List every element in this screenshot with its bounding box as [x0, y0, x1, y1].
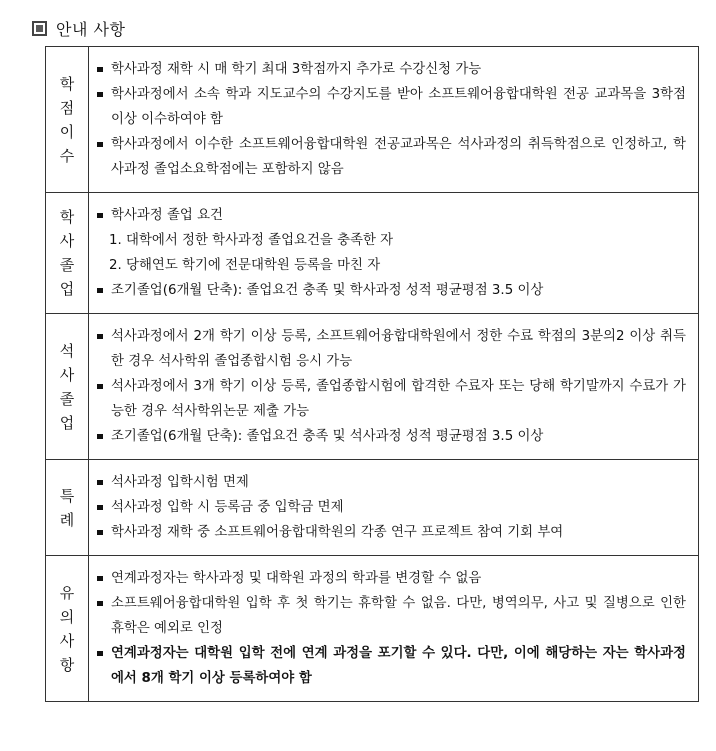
- list-item-important: 연계과정자는 대학원 입학 전에 연계 과정을 포기할 수 있다. 다만, 이에 해당하는 자는 학사과정에서 8개 학기 이상 등록하여야 함: [97, 641, 686, 691]
- category-char: 유: [59, 583, 75, 602]
- bullet-icon: [97, 213, 103, 218]
- bullet-icon: [97, 288, 103, 293]
- row-content: [89, 193, 699, 314]
- row-content: [89, 556, 699, 702]
- list-item: 조기졸업(6개월 단축): 졸업요건 충족 및 학사과정 성적 평균평점 3.5 이상: [97, 278, 686, 303]
- list-item: 학사과정 재학 시 매 학기 최대 3학점까지 추가로 수강신청 가능: [97, 57, 686, 82]
- notice-table: [45, 46, 699, 702]
- category-char: 항: [59, 655, 75, 674]
- category-char: 학: [59, 208, 75, 226]
- notice-row-bachelor-graduation: [46, 193, 699, 314]
- category-char: 점: [59, 98, 75, 117]
- category-char: 특: [59, 486, 75, 505]
- bullet-icon: [97, 651, 103, 656]
- bullet-icon: [97, 434, 103, 439]
- bullet-icon: [97, 142, 103, 147]
- category-char: 사: [59, 631, 75, 650]
- row-category: [46, 193, 89, 314]
- sub-item: 2. 당해연도 학기에 전문대학원 등록을 마친 자: [109, 258, 381, 273]
- square-bullet-icon: [32, 21, 47, 36]
- category-char: 수: [59, 146, 75, 165]
- notice-row-cautions: [46, 556, 699, 702]
- list-item: 석사과정 입학시험 면제: [97, 470, 686, 495]
- category-char: 이: [59, 122, 75, 141]
- bullet-icon: [97, 92, 103, 97]
- list-item: 학사과정 재학 중 소프트웨어융합대학원의 각종 연구 프로젝트 참여 기회 부여: [97, 520, 686, 545]
- bullet-icon: [97, 384, 103, 389]
- bullet-icon: [97, 480, 103, 485]
- notice-row-master-graduation: [46, 314, 699, 460]
- list-item: 학사과정 졸업 요건: [97, 203, 686, 228]
- bullet-icon: [97, 505, 103, 510]
- list-item: 석사과정 입학 시 등록금 중 입학금 면제: [97, 495, 686, 520]
- section-heading: [32, 14, 125, 42]
- category-char: 업: [59, 280, 75, 298]
- row-content: [89, 460, 699, 556]
- bullet-icon: [97, 67, 103, 72]
- category-char: 사: [59, 365, 75, 384]
- category-char: 사: [59, 232, 75, 250]
- list-item: 학사과정에서 이수한 소프트웨어융합대학원 전공교과목은 석사과정의 취득학점으로 인정하고, 학사과정 졸업소요학점에는 포함하지 않음: [97, 132, 686, 182]
- row-category: [46, 314, 89, 460]
- notice-row-special-benefits: [46, 460, 699, 556]
- category-char: 업: [59, 413, 75, 432]
- category-char: 학: [59, 74, 75, 93]
- category-char: 졸: [59, 256, 75, 274]
- row-category: [46, 47, 89, 193]
- category-char: 석: [59, 341, 75, 360]
- category-char: 의: [59, 607, 75, 626]
- row-category: [46, 460, 89, 556]
- notice-row-credit: [46, 47, 699, 193]
- bullet-icon: [97, 334, 103, 339]
- list-item: 석사과정에서 2개 학기 이상 등록, 소프트웨어융합대학원에서 정한 수료 학점의 3분의2 이상 취득한 경우 석사학위 졸업종합시험 응시 가능: [97, 324, 686, 374]
- bullet-icon: [97, 576, 103, 581]
- category-char: 례: [59, 510, 75, 529]
- list-item: 석사과정에서 3개 학기 이상 등록, 졸업종합시험에 합격한 수료자 또는 당해 학기말까지 수료가 가능한 경우 석사학위논문 제출 가능: [97, 374, 686, 424]
- row-content: [89, 47, 699, 193]
- section-title: 안내 사항: [56, 19, 126, 39]
- category-char: 졸: [59, 389, 75, 408]
- row-content: [89, 314, 699, 460]
- list-item: 소프트웨어융합대학원 입학 후 첫 학기는 휴학할 수 없음. 다만, 병역의무, 사고 및 질병으로 인한 휴학은 예외로 인정: [97, 591, 686, 641]
- sub-item: 1. 대학에서 정한 학사과정 졸업요건을 충족한 자: [109, 233, 394, 248]
- row-category: [46, 556, 89, 702]
- bullet-icon: [97, 530, 103, 535]
- bullet-icon: [97, 601, 103, 606]
- list-item: 학사과정에서 소속 학과 지도교수의 수강지도를 받아 소프트웨어융합대학원 전공 교과목을 3학점 이상 이수하여야 함: [97, 82, 686, 132]
- list-item: 조기졸업(6개월 단축): 졸업요건 충족 및 석사과정 성적 평균평점 3.5 이상: [97, 424, 686, 449]
- list-item: 연계과정자는 학사과정 및 대학원 과정의 학과를 변경할 수 없음: [97, 566, 686, 591]
